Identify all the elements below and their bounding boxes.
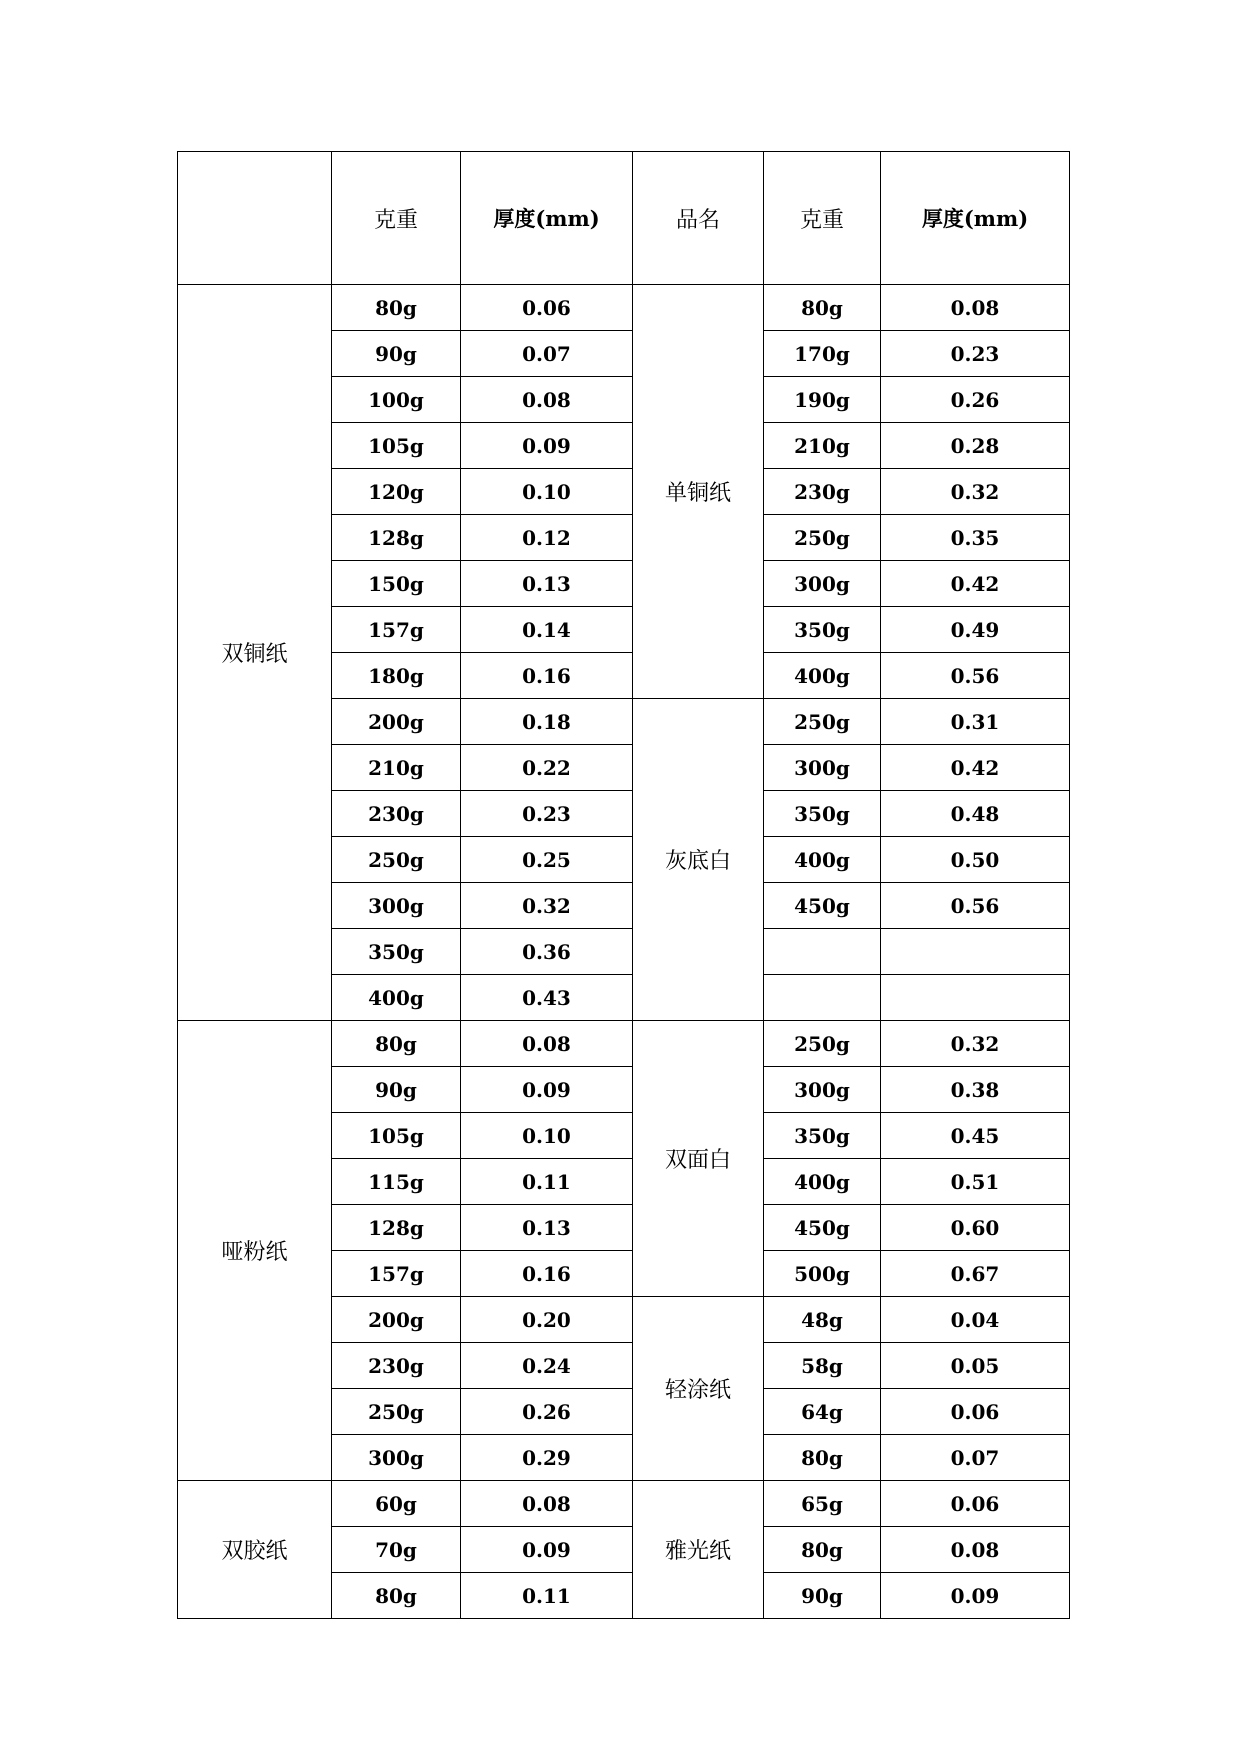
right-weight-cell: 350g	[764, 1113, 881, 1159]
left-weight-cell: 180g	[332, 653, 461, 699]
left-weight-cell: 105g	[332, 1113, 461, 1159]
right-thickness-cell: 0.56	[881, 883, 1070, 929]
right-weight-cell	[764, 975, 881, 1021]
right-weight-cell: 400g	[764, 837, 881, 883]
left-weight-cell: 210g	[332, 745, 461, 791]
left-weight-cell: 80g	[332, 1021, 461, 1067]
left-weight-cell: 80g	[332, 1573, 461, 1619]
left-thickness-cell: 0.13	[461, 1205, 633, 1251]
right-weight-cell: 80g	[764, 1527, 881, 1573]
right-thickness-cell: 0.26	[881, 377, 1070, 423]
right-weight-cell: 58g	[764, 1343, 881, 1389]
left-thickness-cell: 0.11	[461, 1573, 633, 1619]
left-weight-cell: 100g	[332, 377, 461, 423]
header-thickness-right: 厚度(mm)	[881, 152, 1070, 285]
right-thickness-cell: 0.67	[881, 1251, 1070, 1297]
right-thickness-cell: 0.45	[881, 1113, 1070, 1159]
left-thickness-cell: 0.16	[461, 1251, 633, 1297]
left-weight-cell: 230g	[332, 1343, 461, 1389]
right-thickness-cell	[881, 929, 1070, 975]
table-body	[178, 152, 1070, 1619]
right-weight-cell: 64g	[764, 1389, 881, 1435]
table-row	[178, 285, 1070, 331]
right-weight-cell: 350g	[764, 791, 881, 837]
left-weight-cell: 400g	[332, 975, 461, 1021]
right-thickness-cell: 0.48	[881, 791, 1070, 837]
right-weight-cell: 500g	[764, 1251, 881, 1297]
right-paper-name: 轻涂纸	[633, 1297, 764, 1481]
right-paper-name: 灰底白	[633, 699, 764, 1021]
right-weight-cell: 170g	[764, 331, 881, 377]
left-thickness-cell: 0.23	[461, 791, 633, 837]
left-weight-cell: 150g	[332, 561, 461, 607]
left-weight-cell: 90g	[332, 331, 461, 377]
right-weight-cell: 400g	[764, 653, 881, 699]
left-thickness-cell: 0.09	[461, 1527, 633, 1573]
table-row	[178, 1021, 1070, 1067]
right-thickness-cell: 0.23	[881, 331, 1070, 377]
left-weight-cell: 115g	[332, 1159, 461, 1205]
left-thickness-cell: 0.25	[461, 837, 633, 883]
header-name-left	[178, 152, 332, 285]
left-thickness-cell: 0.24	[461, 1343, 633, 1389]
left-weight-cell: 120g	[332, 469, 461, 515]
right-thickness-cell: 0.07	[881, 1435, 1070, 1481]
right-weight-cell: 300g	[764, 561, 881, 607]
right-weight-cell: 210g	[764, 423, 881, 469]
right-thickness-cell: 0.08	[881, 1527, 1070, 1573]
left-thickness-cell: 0.08	[461, 1481, 633, 1527]
left-thickness-cell: 0.29	[461, 1435, 633, 1481]
left-weight-cell: 350g	[332, 929, 461, 975]
left-weight-cell: 80g	[332, 285, 461, 331]
left-paper-name: 双胶纸	[178, 1481, 332, 1619]
right-weight-cell: 65g	[764, 1481, 881, 1527]
right-thickness-cell: 0.38	[881, 1067, 1070, 1113]
right-paper-name: 单铜纸	[633, 285, 764, 699]
left-thickness-cell: 0.10	[461, 1113, 633, 1159]
right-thickness-cell: 0.60	[881, 1205, 1070, 1251]
left-weight-cell: 300g	[332, 883, 461, 929]
right-thickness-cell: 0.50	[881, 837, 1070, 883]
right-thickness-cell: 0.28	[881, 423, 1070, 469]
header-name-right: 品名	[633, 152, 764, 285]
left-thickness-cell: 0.08	[461, 377, 633, 423]
left-thickness-cell: 0.20	[461, 1297, 633, 1343]
left-weight-cell: 300g	[332, 1435, 461, 1481]
right-weight-cell: 450g	[764, 883, 881, 929]
left-weight-cell: 230g	[332, 791, 461, 837]
left-paper-name: 双铜纸	[178, 285, 332, 1021]
right-weight-cell: 350g	[764, 607, 881, 653]
left-paper-name: 哑粉纸	[178, 1021, 332, 1481]
right-thickness-cell: 0.35	[881, 515, 1070, 561]
left-weight-cell: 105g	[332, 423, 461, 469]
right-thickness-cell	[881, 975, 1070, 1021]
left-thickness-cell: 0.14	[461, 607, 633, 653]
left-weight-cell: 250g	[332, 1389, 461, 1435]
left-thickness-cell: 0.12	[461, 515, 633, 561]
right-thickness-cell: 0.04	[881, 1297, 1070, 1343]
right-thickness-cell: 0.56	[881, 653, 1070, 699]
left-weight-cell: 157g	[332, 607, 461, 653]
right-thickness-cell: 0.32	[881, 469, 1070, 515]
right-thickness-cell: 0.06	[881, 1481, 1070, 1527]
right-thickness-cell: 0.06	[881, 1389, 1070, 1435]
left-weight-cell: 200g	[332, 699, 461, 745]
left-thickness-cell: 0.09	[461, 1067, 633, 1113]
left-thickness-cell: 0.18	[461, 699, 633, 745]
right-weight-cell: 80g	[764, 285, 881, 331]
right-weight-cell: 90g	[764, 1573, 881, 1619]
left-thickness-cell: 0.07	[461, 331, 633, 377]
left-thickness-cell: 0.10	[461, 469, 633, 515]
right-weight-cell	[764, 929, 881, 975]
right-thickness-cell: 0.49	[881, 607, 1070, 653]
left-thickness-cell: 0.08	[461, 1021, 633, 1067]
right-weight-cell: 48g	[764, 1297, 881, 1343]
right-thickness-cell: 0.31	[881, 699, 1070, 745]
right-thickness-cell: 0.09	[881, 1573, 1070, 1619]
left-weight-cell: 90g	[332, 1067, 461, 1113]
right-paper-name: 双面白	[633, 1021, 764, 1297]
right-weight-cell: 80g	[764, 1435, 881, 1481]
right-weight-cell: 300g	[764, 745, 881, 791]
left-thickness-cell: 0.06	[461, 285, 633, 331]
header-thickness-left: 厚度(mm)	[461, 152, 633, 285]
right-weight-cell: 230g	[764, 469, 881, 515]
left-thickness-cell: 0.13	[461, 561, 633, 607]
left-thickness-cell: 0.26	[461, 1389, 633, 1435]
right-weight-cell: 250g	[764, 1021, 881, 1067]
left-thickness-cell: 0.36	[461, 929, 633, 975]
left-weight-cell: 250g	[332, 837, 461, 883]
right-weight-cell: 300g	[764, 1067, 881, 1113]
right-thickness-cell: 0.51	[881, 1159, 1070, 1205]
left-weight-cell: 157g	[332, 1251, 461, 1297]
left-weight-cell: 128g	[332, 1205, 461, 1251]
right-weight-cell: 250g	[764, 699, 881, 745]
right-weight-cell: 400g	[764, 1159, 881, 1205]
right-thickness-cell: 0.42	[881, 561, 1070, 607]
left-thickness-cell: 0.43	[461, 975, 633, 1021]
right-thickness-cell: 0.42	[881, 745, 1070, 791]
header-weight-left: 克重	[332, 152, 461, 285]
right-weight-cell: 450g	[764, 1205, 881, 1251]
left-weight-cell: 200g	[332, 1297, 461, 1343]
right-weight-cell: 190g	[764, 377, 881, 423]
header-weight-right: 克重	[764, 152, 881, 285]
left-thickness-cell: 0.09	[461, 423, 633, 469]
paper-thickness-table	[177, 151, 1070, 1619]
left-thickness-cell: 0.22	[461, 745, 633, 791]
right-thickness-cell: 0.08	[881, 285, 1070, 331]
header-row	[178, 152, 1070, 285]
left-weight-cell: 70g	[332, 1527, 461, 1573]
right-thickness-cell: 0.05	[881, 1343, 1070, 1389]
left-thickness-cell: 0.32	[461, 883, 633, 929]
right-weight-cell: 250g	[764, 515, 881, 561]
left-weight-cell: 60g	[332, 1481, 461, 1527]
left-weight-cell: 128g	[332, 515, 461, 561]
right-thickness-cell: 0.32	[881, 1021, 1070, 1067]
left-thickness-cell: 0.16	[461, 653, 633, 699]
left-thickness-cell: 0.11	[461, 1159, 633, 1205]
right-paper-name: 雅光纸	[633, 1481, 764, 1619]
table-row	[178, 1481, 1070, 1527]
